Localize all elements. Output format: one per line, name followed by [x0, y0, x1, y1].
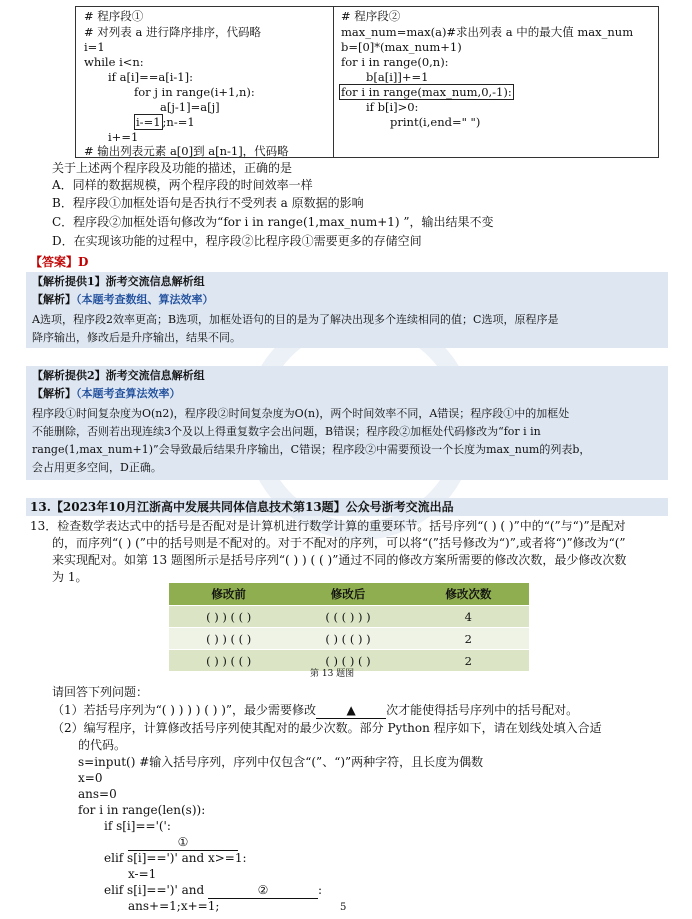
modification-table: [169, 583, 529, 671]
question-stem: 关于上述两个程序段及功能的描述，正确的是: [52, 161, 293, 175]
table-header: 修改次数: [408, 583, 529, 606]
table-header: 修改前: [169, 583, 288, 606]
question-stem: 的，而序列“( ) (”中的括号则是不配对的。对于不配对的序列，可以将“(”括号修改为“)”,或者将“)”修改为“(”: [52, 536, 626, 550]
code-line: s=input() #输入括号序列，序列中仅包含“(”、“)”两种字符，且长度为偶数: [78, 755, 484, 769]
code-line: while i<n:: [84, 55, 144, 69]
code-line: ans+=1;x+=1;: [128, 899, 220, 913]
code-comparison-table: [75, 6, 659, 158]
code-line: # 输出列表元素 a[0]到 a[n-1]，代码略: [84, 144, 289, 158]
table-cell: ( ) ) ( ( ): [169, 606, 288, 628]
answer-blank-2[interactable]: ②: [208, 882, 318, 899]
code-line: print(i,end=" "): [390, 115, 481, 129]
option-c: C．程序段②加框处语句修改为“for i in range(1,max_num+1) ”，输出结果不变: [52, 215, 494, 229]
table-cell: ( ) ) ( ( ): [169, 628, 288, 650]
analysis-heading: 【解析】（本题考查数组、算法效率）: [32, 293, 214, 306]
analysis-provider: 【解析提供2】浙考交流信息解析组: [32, 369, 205, 382]
table-row: [169, 606, 529, 628]
code-fragment: n-=1: [166, 115, 195, 129]
analysis-text: 程序段①时间复杂度为O(n2)，程序段②时间复杂度为O(n)，两个时间效率不同，A错误；程序段①中的加框处: [32, 407, 570, 420]
code-line: elif s[i]==')' and x>=1:: [104, 851, 247, 865]
code-line: if a[i]==a[i-1]:: [108, 70, 193, 84]
code-line: max_num=max(a)#求出列表 a 中的最大值 max_num: [341, 25, 634, 39]
code-line: elif s[i]==')' and ② :: [104, 883, 323, 897]
code-line-boxed: [339, 85, 514, 99]
code-line: a[j-1]=a[j]: [160, 100, 220, 114]
table-divider: [333, 7, 334, 157]
code-line: b[a[i]]+=1: [366, 70, 429, 84]
code-line: i+=1: [108, 130, 139, 144]
table-cell: ( ) ) ( ( ): [169, 650, 288, 672]
analysis-provider: 【解析提供1】浙考交流信息解析组: [32, 275, 205, 288]
code-line: b=[0]*(max_num+1): [341, 40, 462, 54]
analysis-panel-1: [26, 272, 668, 348]
analysis-text: A选项，程序段2效率更高；B选项，加框处语句的目的是为了解决出现多个连续相同的值；C选项，原程序是: [32, 313, 559, 326]
code-line: for i in range(0,n):: [341, 55, 449, 69]
code-line: # 程序段①: [84, 9, 144, 23]
analysis-text: 不能删除，否则若出现连续3个及以上得重复数字会出问题，B错误；程序段②加框处代码修改为“for i in: [32, 425, 541, 438]
option-b: B．程序段①加框处语句是否执行不受列表 a 原数据的影响: [52, 196, 364, 210]
code-line: [128, 834, 238, 851]
figure-caption: 第 13 题图: [310, 669, 355, 679]
code-line: x-=1: [128, 867, 157, 881]
boxed-statement: for i in range(max_num,0,-1):: [341, 85, 512, 99]
code-line: x=0: [78, 771, 103, 785]
code-line-boxed: i-=1 ;n-=1: [136, 115, 195, 129]
code-line: if s[i]=='(':: [104, 819, 171, 833]
option-a: A．同样的数据规模，两个程序段的时间效率一样: [52, 178, 313, 192]
analysis-text: 会占用更多空间，D正确。: [32, 461, 162, 474]
question-stem: 为 1。: [52, 570, 88, 584]
code-line: i=1: [84, 40, 105, 54]
answer-blank-1[interactable]: ①: [128, 834, 238, 851]
analysis-text: 降序输出，修改后是升序输出，结果不同。: [32, 331, 241, 344]
table-cell: 4: [408, 606, 529, 628]
code-line: for i in range(len(s)):: [78, 803, 206, 817]
analysis-panel-2: [26, 366, 668, 480]
code-line: # 对列表 a 进行降序排序，代码略: [84, 25, 261, 39]
table-row: [169, 628, 529, 650]
question-stem: 来实现配对。如第 13 题图所示是括号序列“( ) ) ( ( )”通过不同的修改方案所需要的修改次数，最少修改次数: [52, 553, 627, 567]
option-d: D．在实现该功能的过程中，程序段②比程序段①需要更多的存储空间: [52, 234, 422, 248]
analysis-text: range(1,max_num+1)”会导致最后结果升序输出，C错误；程序段②中需要预设一个长度为max_num的列表b，: [32, 443, 591, 456]
code-line: if b[i]>0:: [366, 100, 419, 114]
subquestion-2: （2）编写程序，计算修改括号序列使其配对的最少次数。部分 Python 程序如下，请在划线处填入合适: [52, 721, 602, 735]
question-heading: 13.【2023年10月江浙高中发展共同体信息技术第13题】公众号浙考交流出品: [26, 498, 668, 516]
table-header: 修改后: [288, 583, 407, 606]
code-line: ans=0: [78, 787, 117, 801]
table-cell: 2: [408, 628, 529, 650]
table-cell: 2: [408, 650, 529, 672]
answer-blank[interactable]: ▲: [316, 702, 386, 719]
answer: 【答案】D: [30, 255, 89, 269]
code-line: for j in range(i+1,n):: [134, 85, 255, 99]
code-line: # 程序段②: [341, 9, 401, 23]
boxed-statement: i-=1: [136, 115, 161, 129]
subquestion-1: （1）若括号序列为“( ) ) ) ) ( ) )”，最少需要修改 ▲ 次才能使得括号序列中的括号配对。: [52, 703, 579, 717]
table-cell: ( ) ( ) ( ): [288, 650, 407, 672]
table-cell: ( ) ( ( ) ): [288, 628, 407, 650]
question-stem: 13．检查数学表达式中的括号是否配对是计算机进行数学计算的重要环节。括号序列“( ) ( )”中的“(”与“)”是配对: [30, 519, 626, 533]
subquestion-2-cont: 的代码。: [78, 738, 127, 752]
page-number: 5: [340, 902, 347, 913]
table-cell: ( ( ( ) ) ): [288, 606, 407, 628]
prompt-text: 请回答下列问题：: [52, 685, 149, 699]
analysis-heading: 【解析】（本题考查算法效率）: [32, 387, 181, 400]
